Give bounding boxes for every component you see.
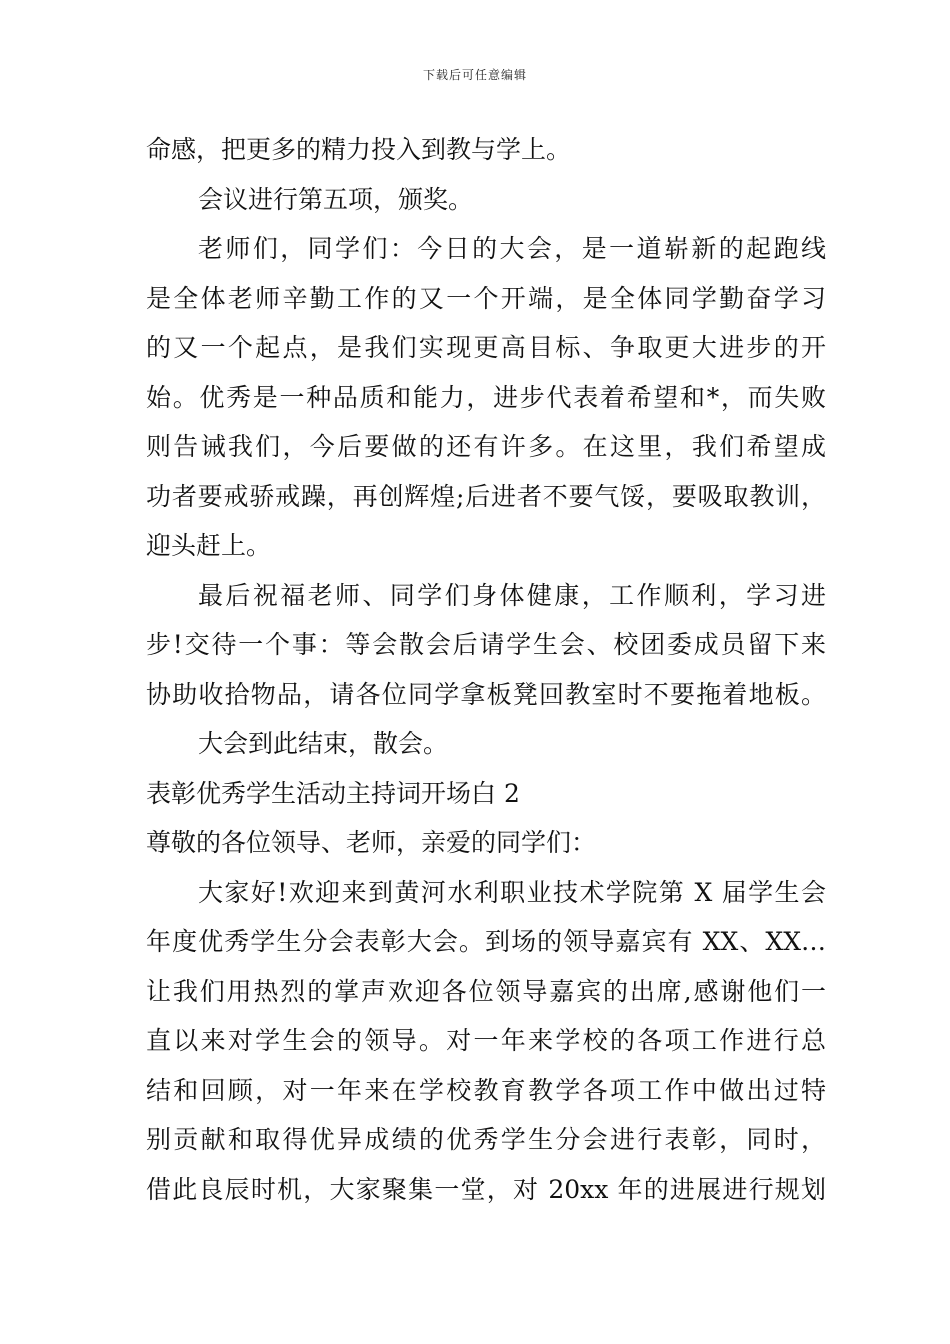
text-line: 的又一个起点，是我们实现更高目标、争取更大进步的开 xyxy=(146,333,826,362)
text-line: 是全体老师辛勤工作的又一个开端，是全体同学勤奋学习 xyxy=(146,283,826,313)
text-line: 命感，把更多的精力投入到教与学上。 xyxy=(146,135,572,164)
text-line: 则告诫我们，今后要做的还有许多。在这里，我们希望成 xyxy=(146,432,826,461)
text-line: 协助收拾物品，请各位同学拿板凳回教室时不要拖着地板。 xyxy=(146,679,826,709)
text-line: 步!交待一个事：等会散会后请学生会、校团委成员留下来 xyxy=(146,630,826,659)
page-header: 下载后可任意编辑 xyxy=(422,68,527,82)
text-line: 借此良辰时机，大家聚集一堂，对 20xx 年的进展进行规划 xyxy=(146,1174,826,1204)
text-line: 让我们用热烈的掌声欢迎各位领导嘉宾的出席,感谢他们一 xyxy=(146,976,826,1006)
text-line: 尊敬的各位领导、老师，亲爱的同学们： xyxy=(146,828,597,857)
text-line: 迎头赶上。 xyxy=(146,531,272,560)
text-line: 会议进行第五项，颁奖。 xyxy=(198,184,474,214)
text-line: 表彰优秀学生活动主持词开场白 2 xyxy=(146,778,520,808)
text-line: 功者要戒骄戒躁，再创辉煌;后进者不要气馁，要吸取教训， xyxy=(146,481,826,511)
text-line: 直以来对学生会的领导。对一年来学校的各项工作进行总 xyxy=(146,1026,826,1055)
text-line: 老师们，同学们：今日的大会，是一道崭新的起跑线 xyxy=(198,234,826,263)
text-line: 大家好!欢迎来到黄河水利职业技术学院第 X 届学生会 xyxy=(198,877,826,907)
text-line: 最后祝福老师、同学们身体健康，工作顺利，学习进 xyxy=(198,580,826,610)
text-line: 大会到此结束，散会。 xyxy=(198,729,449,758)
text-line: 结和回顾，对一年来在学校教育教学各项工作中做出过特 xyxy=(146,1075,826,1105)
text-line: 别贡献和取得优异成绩的优秀学生分会进行表彰，同时， xyxy=(146,1125,826,1154)
text-line: 年度优秀学生分会表彰大会。到场的领导嘉宾有 XX、XX… xyxy=(146,927,826,956)
text-line: 始。优秀是一种品质和能力，进步代表着希望和*，而失败 xyxy=(146,382,826,412)
document-body xyxy=(146,125,826,1214)
